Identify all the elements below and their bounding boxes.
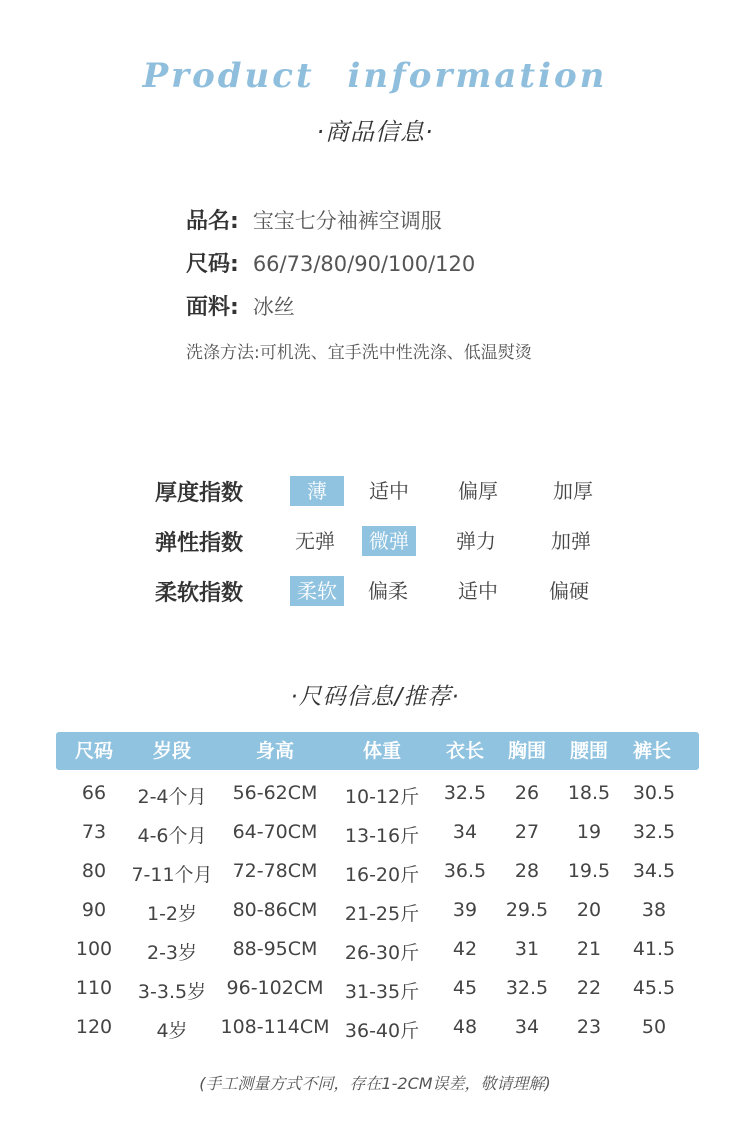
table-cell: 34 [452,821,478,843]
english-title: Product information [142,56,608,96]
table-cell: 73 [81,821,107,843]
table-cell: 30.5 [632,782,676,804]
size-table-header [56,732,699,770]
size-label: 尺码: [186,252,239,277]
measurement-note: (手工测量方式不同，存在1-2CM误差，敬请理解) [199,1074,551,1093]
table-row [0,971,750,1010]
fabric-label: 面料: [186,295,239,320]
header-cell: 裤长 [632,740,672,762]
table-cell: 120 [75,1016,113,1038]
name-row [186,204,706,247]
index-row-elasticity [155,522,635,572]
index-option: 加弹 [551,529,591,553]
table-row [0,815,750,854]
table-cell: 26-30斤 [344,942,420,964]
header-cell: 衣长 [445,740,485,762]
table-cell: 80-86CM [232,899,318,921]
name-label: 品名: [186,209,239,234]
table-cell: 1-2岁 [146,903,198,925]
table-cell: 72-78CM [232,860,318,882]
table-cell: 39 [452,899,478,921]
index-label: 柔软指数 [155,581,244,606]
index-option: 偏厚 [458,479,498,503]
table-cell: 36-40斤 [344,1020,420,1042]
table-cell: 4岁 [156,1020,188,1042]
index-option: 弹力 [456,529,496,553]
table-cell: 48 [452,1016,478,1038]
index-option: 偏柔 [368,579,408,603]
table-cell: 100 [75,938,113,960]
table-cell: 110 [75,977,113,999]
table-cell: 2-4个月 [137,786,207,808]
index-label: 厚度指数 [155,481,244,506]
table-cell: 7-11个月 [131,864,213,886]
index-option: 薄 [290,476,344,506]
table-cell: 22 [576,977,602,999]
table-cell: 32.5 [443,782,487,804]
table-cell: 80 [81,860,107,882]
size-value: 66/73/80/90/100/120 [252,252,476,276]
table-cell: 66 [81,782,107,804]
table-cell: 36.5 [443,860,487,882]
table-cell: 38 [641,899,667,921]
header-cell: 胸围 [507,740,547,762]
table-cell: 50 [641,1016,667,1038]
index-option: 微弹 [362,526,416,556]
index-option: 柔软 [290,576,344,606]
wash-instructions: 洗涤方法:可机洗、宜手洗中性洗涤、低温熨烫 [186,343,532,363]
table-cell: 16-20斤 [344,864,420,886]
table-cell: 18.5 [567,782,611,804]
table-cell: 13-16斤 [344,825,420,847]
table-cell: 3-3.5岁 [137,981,207,1003]
index-ratings [155,472,635,622]
index-option: 适中 [369,479,409,503]
table-cell: 108-114CM [220,1016,330,1038]
table-row [0,776,750,815]
fabric-row [186,290,706,333]
size-row [186,247,706,290]
table-cell: 19 [576,821,602,843]
table-cell: 34 [514,1016,540,1038]
table-cell: 31 [514,938,540,960]
table-cell: 45.5 [632,977,676,999]
table-cell: 29.5 [505,899,549,921]
table-cell: 21 [576,938,602,960]
index-option: 适中 [458,579,498,603]
table-cell: 64-70CM [232,821,318,843]
index-option: 无弹 [295,529,335,553]
table-cell: 32.5 [505,977,549,999]
table-row [0,932,750,971]
table-row [0,1010,750,1049]
table-cell: 26 [514,782,540,804]
product-details [186,204,706,333]
size-table-body [0,776,750,1049]
table-cell: 27 [514,821,540,843]
table-row [0,893,750,932]
table-cell: 19.5 [567,860,611,882]
table-cell: 23 [576,1016,602,1038]
index-row-softness [155,572,635,622]
table-cell: 34.5 [632,860,676,882]
table-cell: 4-6个月 [137,825,207,847]
table-cell: 88-95CM [232,938,318,960]
table-cell: 32.5 [632,821,676,843]
table-cell: 90 [81,899,107,921]
header-cell: 身高 [255,740,295,762]
table-cell: 45 [452,977,478,999]
table-cell: 41.5 [632,938,676,960]
size-table-title: ·尺码信息/推荐· [290,684,460,710]
header-cell: 体重 [362,740,402,762]
header-cell: 腰围 [569,740,609,762]
table-cell: 28 [514,860,540,882]
index-label: 弹性指数 [155,531,244,556]
fabric-value: 冰丝 [252,295,295,319]
index-option: 偏硬 [549,579,589,603]
index-option: 加厚 [553,479,593,503]
chinese-title: ·商品信息· [316,118,434,146]
table-cell: 42 [452,938,478,960]
table-cell: 20 [576,899,602,921]
table-cell: 2-3岁 [146,942,198,964]
table-cell: 21-25斤 [344,903,420,925]
header-cell: 岁段 [152,740,192,762]
index-row-thickness [155,472,635,522]
header-cell: 尺码 [74,740,114,762]
table-row [0,854,750,893]
name-value: 宝宝七分袖裤空调服 [252,209,442,233]
table-cell: 31-35斤 [344,981,420,1003]
table-cell: 10-12斤 [344,786,420,808]
table-cell: 56-62CM [232,782,318,804]
table-cell: 96-102CM [226,977,324,999]
